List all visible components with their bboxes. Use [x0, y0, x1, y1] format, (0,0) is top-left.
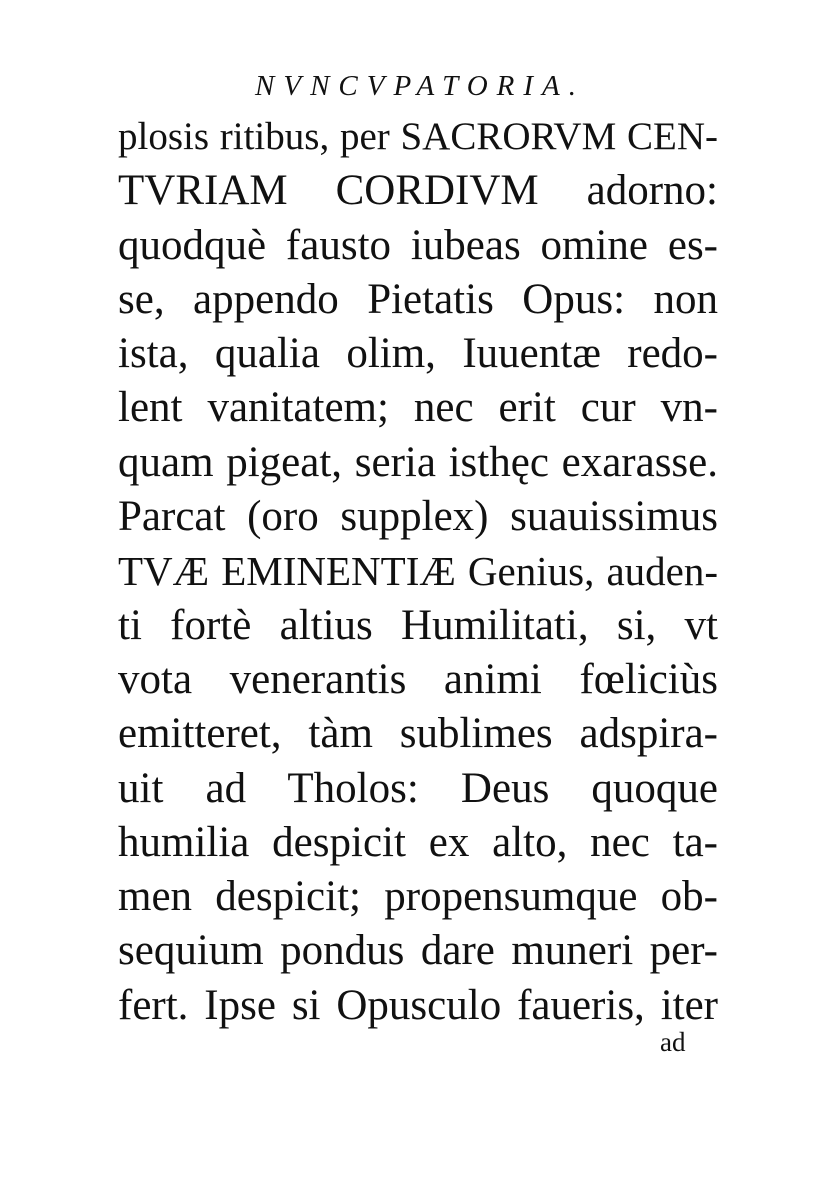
text-line: humilia despicit ex alto, nec ta-	[118, 818, 718, 866]
text-line: sequium pondus dare muneri per-	[118, 927, 718, 975]
text-line: Parcat (oro supplex) suauissimus	[118, 493, 718, 541]
body-text	[118, 110, 718, 1033]
text-line: emitteret, tàm sublimes adspira-	[118, 710, 718, 758]
text-line: lent vanitatem; nec erit cur vn-	[118, 384, 718, 432]
text-line: fert. Ipse si Opusculo faueris, iter	[118, 981, 718, 1029]
text-line: quam pigeat, seria isthęc exarasse.	[118, 438, 718, 486]
text-line: TVÆ EMINENTIÆ Genius, auden-	[118, 548, 718, 595]
text-line: vota venerantis animi fœliciùs	[118, 655, 718, 703]
text-line: se, appendo Pietatis Opus: non	[118, 275, 718, 323]
running-head: NVNCVPATORIA.	[255, 70, 585, 102]
text-line: quodquè fausto iubeas omine es-	[118, 221, 718, 269]
text-line: uit ad Tholos: Deus quoque	[118, 764, 718, 812]
text-line: TVRIAM CORDIVM adorno:	[118, 167, 718, 215]
catchword: ad	[660, 1027, 686, 1057]
text-line: ista, qualia olim, Iuuentæ redo-	[118, 330, 718, 378]
text-line: ti fortè altius Humilitati, si, vt	[118, 601, 718, 649]
text-line: plosis ritibus, per SACRORVM CEN-	[118, 115, 718, 158]
text-line: men despicit; propensumque ob-	[118, 873, 718, 921]
